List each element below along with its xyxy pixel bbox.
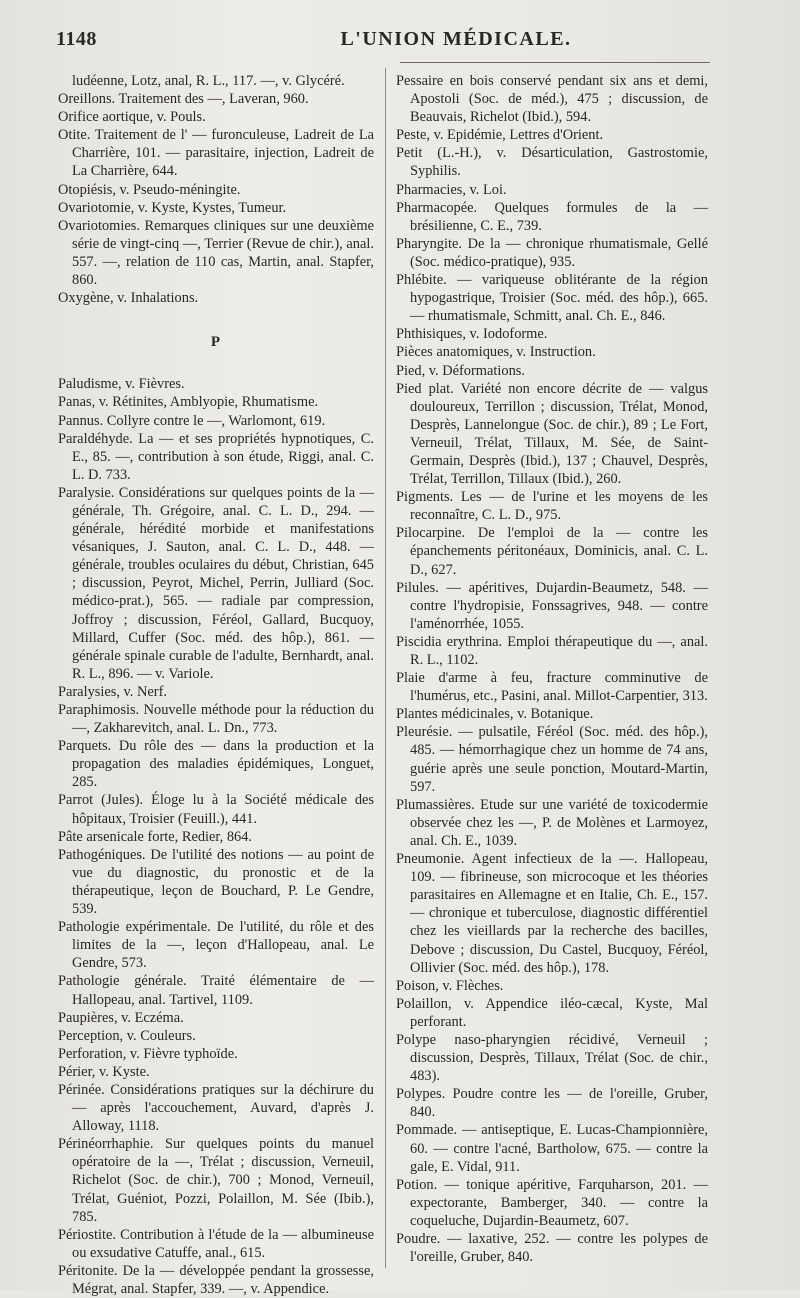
index-entry: Parrot (Jules). Éloge lu à la Société médicale des hôpitaux, Troisier (Feuill.), 441. [58, 792, 374, 827]
index-entry: Pathogéniques. De l'utilité des notions — au point de vue du diagnostic, du pronostic et de la thérapeutique, leçon de Bouchard, P. Le Gendre, 539. [58, 846, 374, 918]
index-entry: Périnéorrhaphie. Sur quelques points du manuel opératoire de la —, Trélat ; discussion, Verneuil, Richelot (Soc. de chir.), 700 ; Monod, Verneuil, Trélat, Guéniot, Pozzi, Polaillon, M. Sée (Ibib.), 785. [58, 1136, 374, 1225]
index-entry: ludéenne, Lotz, anal, R. L., 117. —, v. Glycéré. [72, 73, 345, 89]
column-divider [385, 68, 386, 1268]
index-entry: Poudre. — laxative, 252. — contre les polypes de l'oreille, Gruber, 840. [396, 1231, 708, 1266]
index-entry: Petit (L.-H.), v. Désarticulation, Gastrostomie, Syphilis. [396, 145, 708, 180]
index-entry: Pessaire en bois conservé pendant six ans et demi, Apostoli (Soc. de méd.), 475 ; discussion, de Beauvais, Richelot (Ibid.), 594. [396, 73, 708, 126]
index-entry: Phlébite. — variqueuse oblitérante de la région hypogastrique, Troisier (Soc. méd. des hôp.), 665. — rhumatismale, Schmitt, anal. Ch. E., 846. [396, 272, 708, 325]
index-entry: Poison, v. Flèches. [396, 977, 504, 994]
index-entry: Plantes médicinales, v. Botanique. [396, 706, 594, 723]
index-entry: Périostite. Contribution à l'étude de la — albumineuse ou exsudative Catuffe, anal., 615. [58, 1226, 374, 1261]
index-entry: Plaie d'arme à feu, fracture comminutive de l'humérus, etc., Pasini, anal. Millot-Carpentier, 313. [396, 670, 708, 705]
left-entries-p [58, 375, 374, 1298]
index-entry: Piscidia erythrina. Emploi thérapeutique du —, anal. R. L., 1102. [396, 633, 708, 668]
index-entry: Plumassières. Etude sur une variété de toxicodermie observée chez les —, P. de Molènes et Larmoyez, anal. Ch. E., 1039. [396, 796, 708, 849]
index-entry: Oxygène, v. Inhalations. [58, 290, 199, 307]
index-entry: Ovariotomies. Remarques cliniques sur une deuxième série de vingt-cinq —, Terrier (Revue de chir.), anal. 557. —, relation de 110 cas, Martin, anal. Stapfer, 860. [58, 217, 374, 289]
index-entry: Pilules. — apéritives, Dujardin-Beaumetz, 548. — contre l'hydropisie, Fonssagrives, 948. — contre l'aménorrhée, 1055. [396, 579, 708, 632]
index-entry: Pneumonie. Agent infectieux de la —. Hallopeau, 109. — fibrineuse, son microcoque et les théories parasitaires en Allemagne et en Italie, Ch. E., 157. — chronique et tuberculose, diagnostic différentiel chez les vieillards par la recherche des bacilles, Debove ; discussion, Du Castel, Bucquoy, Féréol, Ollivier (Soc. méd. des hôp.), 178. [396, 851, 708, 976]
index-entry: Pigments. Les — de l'urine et les moyens de les reconnaître, C. L. D., 975. [396, 489, 708, 524]
index-entry: Paralysie. Considérations sur quelques points de la — générale, Th. Grégoire, anal. C. L. D., 294. — générale, hérédité morbide et manifestations vésaniques, J. Sauton, anal. C. L. D., 448. — générale, troubles oculaires du début, Christian, 645 ; discussion, Peyrot, Michel, Perrin, Julliard (Soc. médico-prat.), 565. — radiale par compression, Joffroy ; discussion, Féréol, Gallard, Bucquoy, Millard, Cuffer (Soc. méd. des hôp.), 861. — générale spinale curable de l'adulte, Bernhardt, anal. R. L., 896. — v. Variole. [58, 484, 374, 682]
index-entry: Paraldéhyde. La — et ses propriétés hypnotiques, C. E., 85. —, contribution à son étude, Riggi, anal. C. L. D. 733. [58, 430, 374, 483]
index-entry: Paraphimosis. Nouvelle méthode pour la réduction du —, Zakharevitch, anal. L. Dn., 773. [58, 702, 374, 737]
left-column [58, 72, 374, 1298]
index-entry: Périer, v. Kyste. [58, 1063, 150, 1080]
index-entry: Pathologie expérimentale. De l'utilité, du rôle et des limites de la —, leçon d'Hallopeau, anal. Le Gendre, 573. [58, 919, 374, 972]
left-entries-o [58, 72, 374, 307]
index-entry: Pleurésie. — pulsatile, Féréol (Soc. méd. des hôp.), 485. — hémorrhagique chez un homme de 74 ans, guérie après une seule ponction, Moutard-Martin, 597. [396, 724, 708, 795]
index-entry: Perception, v. Couleurs. [58, 1027, 196, 1044]
index-entry: Pommade. — antiseptique, E. Lucas-Championnière, 60. — contre l'acné, Bartholow, 675. — contre la gale, E. Vidal, 911. [396, 1122, 708, 1175]
index-entry: Polype naso-pharyngien récidivé, Verneuil ; discussion, Desprès, Tillaux, Trélat (Soc. de chir., 483). [396, 1031, 708, 1085]
index-entry: Paludisme, v. Fièvres. [58, 376, 185, 393]
running-title: L'UNION MÉDICALE. [340, 28, 572, 50]
index-entry: Pannus. Collyre contre le —, Warlomont, 619. [58, 412, 326, 429]
right-column [396, 72, 708, 1266]
index-entry: Pharmacies, v. Loi. [396, 181, 507, 198]
index-entry: Otite. Traitement de l' — furonculeuse, Ladreit de La Charrière, 101. — parasitaire, injection, Ladreit de La Charrière, 644. [58, 127, 374, 180]
index-entry: Potion. — tonique apéritive, Farquharson, 201. — expectorante, Bamberger, 340. — contre la coqueluche, Dujardin-Beaumetz, 607. [396, 1176, 708, 1229]
index-entry: Pied plat. Variété non encore décrite de — valgus douloureux, Terrillon ; discussion, Trélat, Monod, Desprès, Lannelongue (Soc. de chir.), 89 ; Le Fort, Verneuil, Trélat, Tillaux, M. Sée, de Saint-Germain, Desprès (Ibid.), 137 ; Chauvel, Desprès, Trélat, Terrillon, Tillaux (Ibid.), 260. [396, 380, 708, 488]
index-entry: Ovariotomie, v. Kyste, Kystes, Tumeur. [58, 199, 287, 216]
top-rule [400, 62, 710, 63]
index-entry: Paralysies, v. Nerf. [58, 683, 167, 700]
index-entry: Parquets. Du rôle des — dans la production et la propagation des maladies épidémiques, Longuet, 285. [58, 738, 374, 791]
index-entry: Orifice aortique, v. Pouls. [58, 109, 206, 126]
index-entry: Pièces anatomiques, v. Instruction. [396, 344, 596, 361]
section-letter: P [210, 334, 222, 351]
index-entry: Peste, v. Epidémie, Lettres d'Orient. [396, 127, 604, 144]
page-number: 1148 [56, 28, 97, 50]
page-header [56, 28, 770, 58]
index-entry: Phthisiques, v. Iodoforme. [396, 326, 548, 343]
index-entry: Péritonite. De la — développée pendant la grossesse, Mégrat, anal. Stapfer, 339. —, v. Appendice. [58, 1262, 374, 1297]
index-entry: Pharmacopée. Quelques formules de la — brésilienne, C. E., 739. [396, 199, 708, 234]
index-entry: Paupières, v. Eczéma. [58, 1009, 184, 1026]
index-entry: Polypes. Poudre contre les — de l'oreille, Gruber, 840. [396, 1086, 708, 1121]
index-entry: Pied, v. Déformations. [396, 362, 525, 379]
index-entry: Perforation, v. Fièvre typhoïde. [58, 1045, 238, 1062]
index-entry: Pâte arsenicale forte, Redier, 864. [58, 828, 253, 845]
right-entries [396, 72, 708, 1266]
index-entry: Otopiésis, v. Pseudo-méningite. [58, 181, 241, 198]
index-entry: Pathologie générale. Traité élémentaire de — Hallopeau, anal. Tartivel, 1109. [58, 973, 374, 1008]
index-entry: Pilocarpine. De l'emploi de la — contre les épanchements péritonéaux, Dominicis, anal. C. L. D., 627. [396, 525, 708, 578]
index-entry: Périnée. Considérations pratiques sur la déchirure du — après l'accouchement, Auvard, d'après J. Alloway, 1118. [58, 1081, 374, 1135]
index-entry: Pharyngite. De la — chronique rhumatismale, Gellé (Soc. médico-pratique), 935. [396, 235, 708, 270]
index-entry: Oreillons. Traitement des —, Laveran, 960. [58, 91, 309, 108]
index-entry: Panas, v. Rétinites, Amblyopie, Rhumatisme. [58, 394, 319, 411]
index-entry: Polaillon, v. Appendice iléo-cæcal, Kyste, Mal perforant. [396, 995, 708, 1030]
